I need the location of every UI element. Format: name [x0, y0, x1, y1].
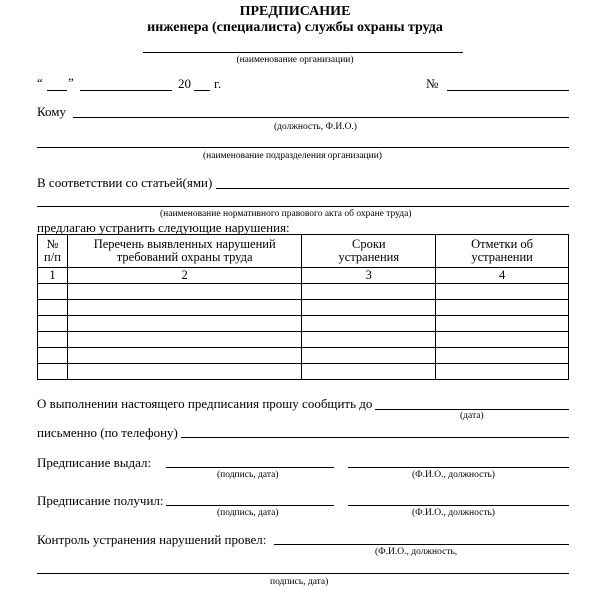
column-number: 1 [38, 268, 68, 284]
table-cell[interactable] [67, 332, 301, 348]
table-row [38, 284, 569, 300]
table-row [38, 348, 569, 364]
header-violations: Перечень выявленных нарушений требований охраны труда [67, 235, 301, 268]
table-cell[interactable] [38, 316, 68, 332]
number-field[interactable] [447, 90, 569, 91]
received-label: Предписание получил: [37, 493, 164, 508]
to-label: Кому [37, 104, 67, 119]
column-number: 4 [436, 268, 569, 284]
written-field[interactable] [181, 437, 569, 438]
basis-label: В соответствии со статьей(ями) [37, 175, 213, 190]
table-cell[interactable] [436, 316, 569, 332]
table-cell[interactable] [67, 316, 301, 332]
report-date-field[interactable] [375, 409, 569, 410]
table-row [38, 316, 569, 332]
organization-caption: (наименование организации) [236, 55, 354, 65]
table-cell[interactable] [38, 348, 68, 364]
issued-signature-field[interactable] [166, 467, 334, 468]
act-field[interactable] [37, 206, 569, 207]
table-cell[interactable] [436, 364, 569, 380]
table-cell[interactable] [436, 284, 569, 300]
header-marks: Отметки об устранении [436, 235, 569, 268]
unit-caption: (наименование подразделения организации) [203, 151, 382, 161]
month-field[interactable] [80, 90, 172, 91]
number-sign: № [426, 76, 439, 91]
year-prefix: 20 [178, 76, 191, 91]
table-cell[interactable] [302, 300, 436, 316]
table-cell[interactable] [302, 364, 436, 380]
table-cell[interactable] [67, 284, 301, 300]
table-cell[interactable] [436, 332, 569, 348]
table-row [38, 300, 569, 316]
issued-name-caption: (Ф.И.О., должность) [412, 470, 495, 480]
table-cell[interactable] [302, 284, 436, 300]
report-label: О выполнении настоящего предписания прошу сообщить до [37, 396, 373, 411]
control-field[interactable] [274, 544, 569, 545]
report-date-caption: (дата) [460, 411, 484, 421]
day-field[interactable] [47, 90, 67, 91]
table-cell[interactable] [302, 332, 436, 348]
issued-name-field[interactable] [348, 467, 569, 468]
document-title: ПРЕДПИСАНИЕ [239, 4, 351, 19]
year-suffix: г. [214, 76, 222, 91]
received-name-field[interactable] [348, 505, 569, 506]
unit-field[interactable] [37, 147, 569, 148]
table-cell[interactable] [38, 300, 68, 316]
received-sign-caption: (подпись, дата) [217, 508, 279, 518]
article-field[interactable] [216, 188, 569, 189]
column-number: 3 [302, 268, 436, 284]
column-number-row [38, 268, 569, 284]
table-cell[interactable] [302, 348, 436, 364]
organization-field[interactable] [143, 52, 463, 53]
received-name-caption: (Ф.И.О., должность) [412, 508, 495, 518]
propose-text: предлагаю устранить следующие нарушения: [37, 220, 290, 235]
date-open-quote: “ [37, 75, 43, 90]
table-cell[interactable] [302, 316, 436, 332]
issued-sign-caption: (подпись, дата) [217, 470, 279, 480]
table-cell[interactable] [67, 348, 301, 364]
table-cell[interactable] [38, 284, 68, 300]
document-subtitle: инженера (специалиста) службы охраны труда [147, 20, 443, 35]
column-number: 2 [67, 268, 301, 284]
table-cell[interactable] [38, 364, 68, 380]
year-field[interactable] [194, 90, 210, 91]
table-cell[interactable] [436, 348, 569, 364]
position-caption: (должность, Ф.И.О.) [274, 122, 357, 132]
header-number: № п/п [38, 235, 68, 268]
violations-table [37, 234, 569, 380]
date-close-quote: ” [68, 75, 74, 90]
table-cell[interactable] [67, 300, 301, 316]
control-name-caption: (Ф.И.О., должность, [375, 547, 458, 557]
to-position-field[interactable] [73, 117, 569, 118]
act-caption: (наименование нормативного правового акта об охране труда) [160, 209, 412, 219]
written-label: письменно (по телефону) [37, 425, 178, 440]
received-signature-field[interactable] [166, 505, 334, 506]
control-label: Контроль устранения нарушений провел: [37, 532, 267, 547]
control-sign-caption: подпись, дата) [270, 577, 329, 587]
table-row [38, 332, 569, 348]
table-cell[interactable] [38, 332, 68, 348]
header-deadline: Сроки устранения [302, 235, 436, 268]
table-row [38, 364, 569, 380]
control-signature-field[interactable] [37, 573, 569, 574]
issued-label: Предписание выдал: [37, 455, 152, 470]
table-cell[interactable] [436, 300, 569, 316]
table-cell[interactable] [67, 364, 301, 380]
